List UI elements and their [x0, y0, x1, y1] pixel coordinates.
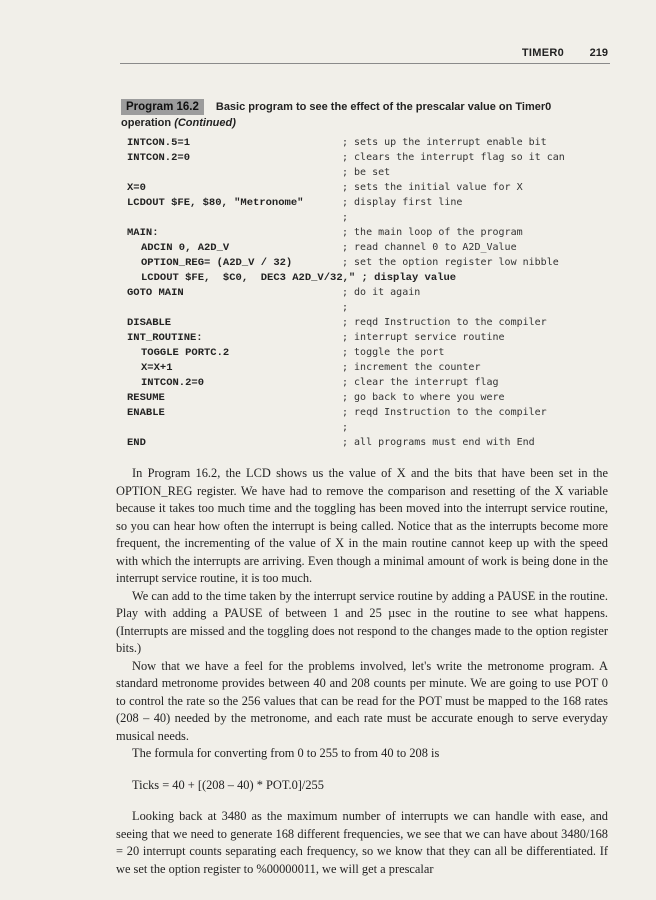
program-label: Program 16.2 — [121, 99, 204, 115]
code-line — [0, 212, 656, 227]
code-line — [0, 167, 656, 182]
code-comment: ; increment the counter — [342, 362, 481, 373]
paragraph: Looking back at 3480 as the maximum number of interrupts we can handle with ease, and seeing that we need to generate 168 different frequencies, we see that we can have about 3480/168 = 20 interrupt counts separating each frequency, so we know that they can all be differentiated. If we set the option register to %00000011, we will get a prescalar — [116, 809, 608, 876]
code-line — [0, 422, 656, 437]
code-comment: ; — [342, 422, 349, 433]
paragraph: Now that we have a feel for the problems involved, let's write the metronome program. A standard metronome provides between 40 and 208 counts per minute. We are going to use POT 0 to control the rate so the 256 values that can be read for the POT must be mapped to the 168 rates (208 – 40) needed by the metronome, and each rate must be accurate enough to serve everyday musical needs. — [116, 658, 608, 743]
running-header — [120, 45, 610, 64]
code-line — [0, 197, 656, 212]
code-comment: ; clears the interrupt flag so it can — [342, 152, 565, 163]
body-text — [116, 465, 608, 878]
code-line — [0, 242, 656, 257]
code-line — [0, 392, 656, 407]
code-statement: OPTION_REG= (A2D_V / 32) — [141, 257, 293, 269]
code-line — [0, 257, 656, 272]
page-number: 219 — [589, 47, 608, 59]
code-line — [0, 377, 656, 392]
code-statement: INTCON.2=0 — [127, 152, 191, 164]
paragraph: We can add to the time taken by the interrupt service routine by adding a PAUSE in the routine. Play with adding a PAUSE of between 1 and 25 µsec in the routine to see what happens. (Interrupts are missed and the toggling does not respond to the changes made to the option register bits.) — [116, 588, 608, 655]
code-line — [0, 287, 656, 302]
code-comment: ; clear the interrupt flag — [342, 377, 499, 388]
code-statement: DISABLE — [127, 317, 172, 329]
code-statement: INT_ROUTINE: — [127, 332, 203, 344]
code-comment: ; sets up the interrupt enable bit — [342, 137, 547, 148]
code-statement: ENABLE — [127, 407, 165, 419]
code-statement: INTCON.2=0 — [141, 377, 205, 389]
code-line — [0, 137, 656, 152]
code-comment: ; the main loop of the program — [342, 227, 523, 238]
code-comment: ; read channel 0 to A2D_Value — [342, 242, 517, 253]
section-title: TIMER0 — [521, 47, 564, 59]
code-statement: LCDOUT $FE, $C0, DEC3 A2D_V/32," ; display value — [141, 272, 457, 284]
code-statement: LCDOUT $FE, $80, "Metronome" — [127, 197, 304, 209]
program-caption-line2 — [121, 117, 621, 129]
code-comment: ; interrupt service routine — [342, 332, 505, 343]
code-line — [0, 362, 656, 377]
caption-operation: operation — [121, 117, 172, 129]
code-statement: INTCON.5=1 — [127, 137, 191, 149]
code-comment: ; toggle the port — [342, 347, 445, 358]
code-statement: ADCIN 0, A2D_V — [141, 242, 230, 254]
code-comment: ; reqd Instruction to the compiler — [342, 317, 547, 328]
code-statement: GOTO MAIN — [127, 287, 184, 299]
code-comment: ; — [342, 302, 349, 313]
code-line — [0, 182, 656, 197]
code-line — [0, 437, 656, 452]
program-caption — [121, 97, 621, 129]
code-comment: ; do it again — [342, 287, 421, 298]
code-comment: ; reqd Instruction to the compiler — [342, 407, 547, 418]
code-line — [0, 317, 656, 332]
code-line — [0, 347, 656, 362]
code-statement: X=X+1 — [141, 362, 173, 374]
code-statement: X=0 — [127, 182, 146, 194]
caption-continued: (Continued) — [174, 117, 236, 129]
code-line — [0, 227, 656, 242]
code-comment: ; — [342, 212, 349, 223]
code-line — [0, 407, 656, 422]
code-comment: ; go back to where you were — [342, 392, 505, 403]
code-comment: ; display first line — [342, 197, 463, 208]
code-statement: RESUME — [127, 392, 165, 404]
code-line — [0, 152, 656, 167]
code-statement: END — [127, 437, 146, 449]
program-caption-text: Basic program to see the effect of the prescalar value on Timer0 — [215, 101, 552, 113]
code-statement: TOGGLE PORTC.2 — [141, 347, 230, 359]
formula: Ticks = 40 + [(208 – 40) * POT.0]/255 — [132, 777, 324, 792]
code-comment: ; set the option register low nibble — [342, 257, 559, 268]
code-comment: ; all programs must end with End — [342, 437, 535, 448]
paragraph: In Program 16.2, the LCD shows us the value of X and the bits that have been set in the OPTION_REG register. We have had to remove the comparison and resetting of the X variable because it takes too much time and the toggling has been moved into the interrupt service routine, so you can hear how often the interrupt is being called. Notice that as the interrupts become more frequent, the incrementing of the value of X in the main routine cannot keep up with the speed with which the interrupts are arriving. Even though a minimal amount of work is being done in the interrupt service routine, it is too much. — [116, 466, 608, 585]
code-line — [0, 332, 656, 347]
code-comment: ; sets the initial value for X — [342, 182, 523, 193]
code-line — [0, 302, 656, 317]
code-line — [0, 272, 656, 287]
code-statement: MAIN: — [127, 227, 159, 239]
paragraph: The formula for converting from 0 to 255 to from 40 to 208 is — [132, 746, 440, 760]
code-comment: ; be set — [342, 167, 391, 178]
